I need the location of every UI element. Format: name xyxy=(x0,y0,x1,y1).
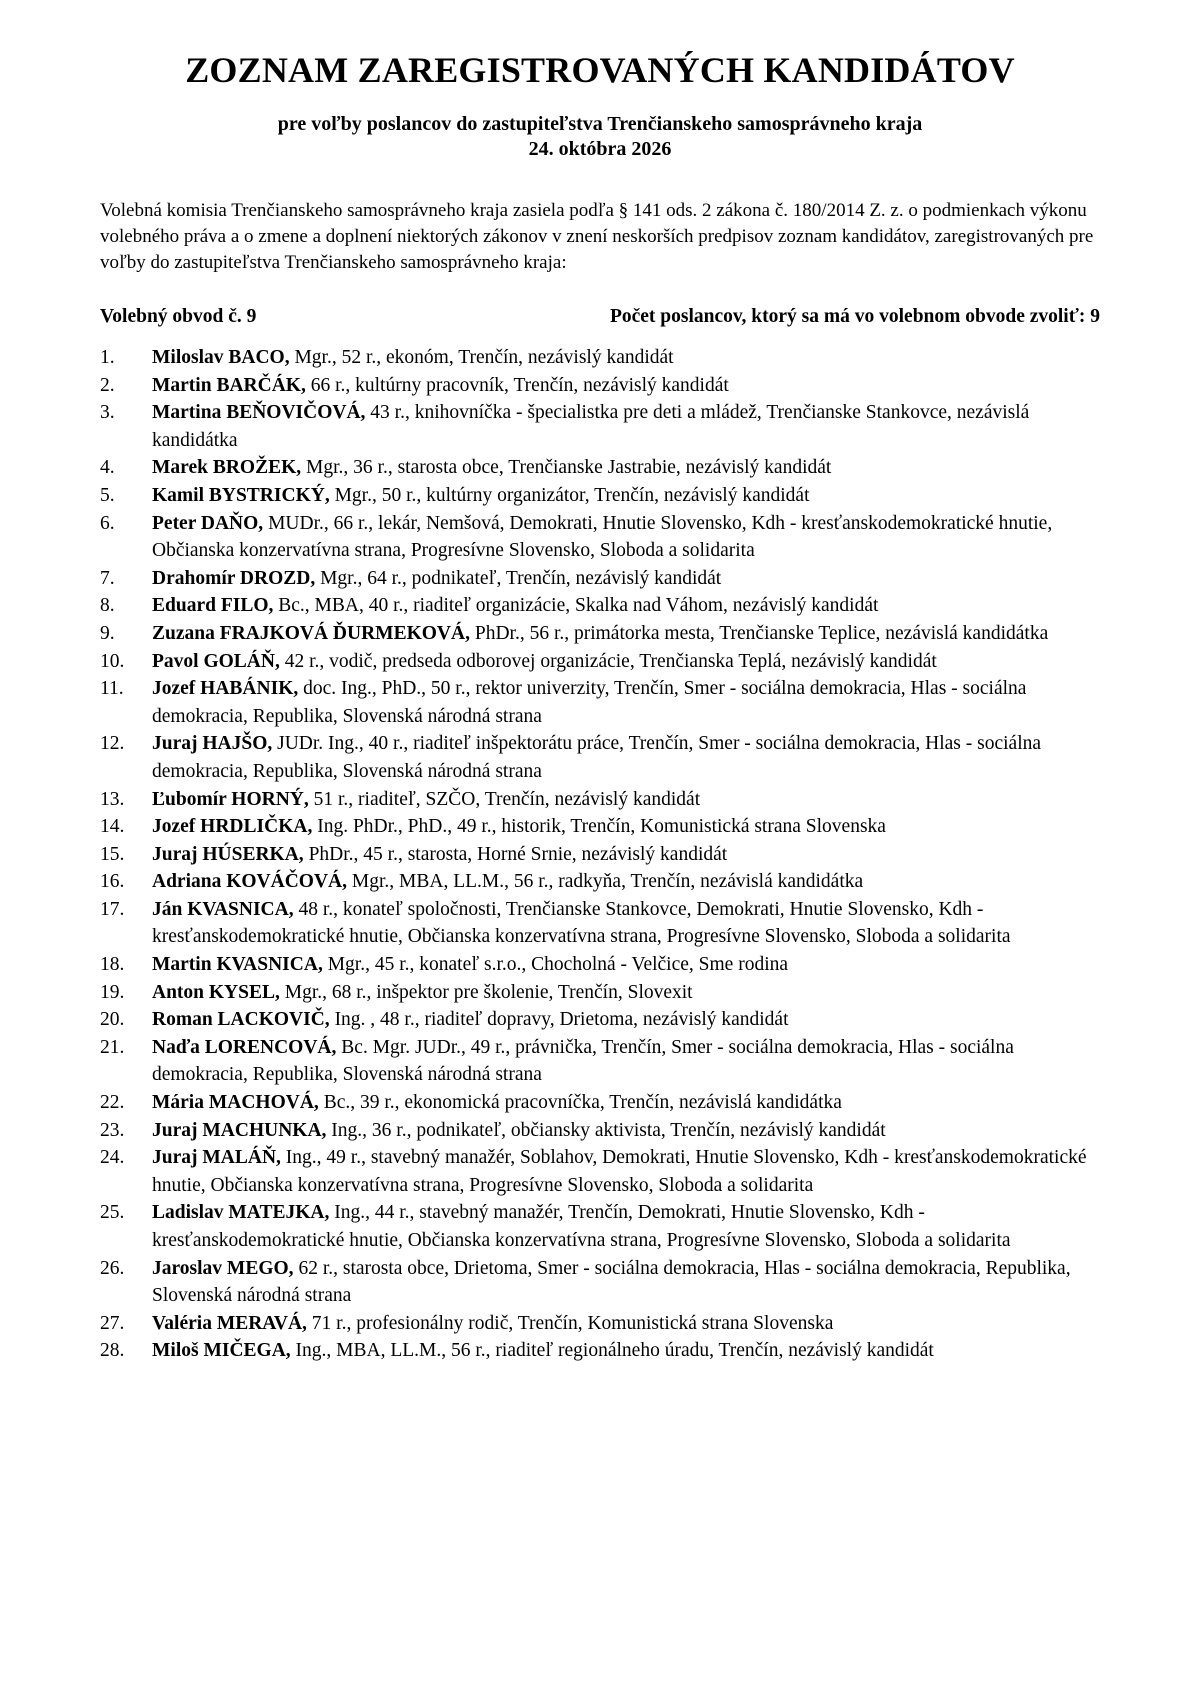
candidate-item xyxy=(100,344,1100,372)
candidate-details: 42 r., vodič, predseda odborovej organizácie, Trenčianska Teplá, nezávislý kandidát xyxy=(279,650,937,672)
candidate-name: Roman LACKOVIČ, xyxy=(152,1009,330,1031)
candidate-details: Ing., 44 r., stavebný manažér, Trenčín, Demokrati, Hnutie Slovensko, Kdh - kresťanskodemokratické hnutie, Občianska konzervatívna strana, Progresívne Slovensko, Sloboda a solidarita xyxy=(152,1202,1011,1251)
candidate-entry xyxy=(152,620,1100,648)
candidate-number: 8. xyxy=(100,595,115,617)
candidate-number: 6. xyxy=(100,512,115,534)
candidate-name: Ján KVASNICA, xyxy=(152,898,294,920)
candidate-name: Ľubomír HORNÝ, xyxy=(152,788,309,810)
candidate-item xyxy=(100,896,1100,951)
candidate-entry xyxy=(152,565,1100,593)
candidate-entry xyxy=(152,1255,1100,1310)
candidate-item xyxy=(100,868,1100,896)
candidate-number: 10. xyxy=(100,650,125,672)
candidate-item xyxy=(100,1117,1100,1145)
candidate-details: 62 r., starosta obce, Drietoma, Smer - sociálna demokracia, Hlas - sociálna demokracia, Republika, Slovenská národná strana xyxy=(152,1257,1071,1307)
candidate-item xyxy=(100,372,1100,400)
candidate-entry xyxy=(152,1117,1100,1145)
candidate-details: PhDr., 56 r., primátorka mesta, Trenčianske Teplice, nezávislá kandidátka xyxy=(469,622,1049,644)
candidate-details: Ing., 49 r., stavebný manažér, Soblahov, Demokrati, Hnutie Slovensko, Kdh - kresťanskodemokratické hnutie, Občianska konzervatívna strana, Progresívne Slovensko, Sloboda a solidarita xyxy=(152,1147,1087,1196)
candidate-entry xyxy=(152,730,1100,785)
candidate-name: Drahomír DROZD, xyxy=(152,567,316,589)
candidate-details: 48 r., konateľ spoločnosti, Trenčianske Stankovce, Demokrati, Hnutie Slovensko, Kdh - kresťanskodemokratické hnutie, Občianska konzervatívna strana, Progresívne Slovensko, Sloboda a solidarita xyxy=(152,898,1011,948)
candidate-details: Ing., MBA, LL.M., 56 r., riaditeľ regionálneho úradu, Trenčín, nezávislý kandidát xyxy=(290,1340,934,1362)
candidate-name: Peter DAŇO, xyxy=(152,512,264,534)
candidate-details: Ing., 36 r., podnikateľ, občiansky aktivista, Trenčín, nezávislý kandidát xyxy=(326,1119,886,1141)
candidate-item xyxy=(100,675,1100,730)
candidate-details: Mgr., 64 r., podnikateľ, Trenčín, nezávislý kandidát xyxy=(315,567,722,589)
candidate-details: PhDr., 45 r., starosta, Horné Srnie, nezávislý kandidát xyxy=(303,843,728,865)
candidate-name: Naďa LORENCOVÁ, xyxy=(152,1036,337,1058)
candidate-entry xyxy=(152,592,1100,620)
candidate-item xyxy=(100,951,1100,979)
document-page xyxy=(100,48,1100,1381)
candidate-name: Mária MACHOVÁ, xyxy=(152,1092,319,1114)
candidate-entry xyxy=(152,510,1100,565)
candidate-entry xyxy=(152,648,1100,676)
candidate-item xyxy=(100,620,1100,648)
candidate-entry xyxy=(152,1199,1100,1254)
candidate-number: 20. xyxy=(100,1009,125,1031)
candidate-number: 4. xyxy=(100,457,115,479)
candidate-details: Mgr., 50 r., kultúrny organizátor, Trenčín, nezávislý kandidát xyxy=(329,484,810,506)
candidate-item xyxy=(100,399,1100,454)
candidate-name: Marek BROŽEK, xyxy=(152,457,302,479)
candidate-number: 5. xyxy=(100,484,115,506)
candidate-details: MUDr., 66 r., lekár, Nemšová, Demokrati, Hnutie Slovensko, Kdh - kresťanskodemokratické hnutie, Občianska konzervatívna strana, Progresívne Slovensko, Sloboda a solidarita xyxy=(152,512,1053,562)
candidate-details: Bc., 39 r., ekonomická pracovníčka, Trenčín, nezávislá kandidátka xyxy=(318,1092,842,1114)
candidate-details: doc. Ing., PhD., 50 r., rektor univerzity, Trenčín, Smer - sociálna demokracia, Hlas - sociálna demokracia, Republika, Slovenská národná strana xyxy=(152,678,1027,727)
candidate-number: 19. xyxy=(100,981,125,1003)
candidate-number: 16. xyxy=(100,871,125,893)
candidate-entry xyxy=(152,951,1100,979)
candidate-details: Mgr., 45 r., konateľ s.r.o., Chocholná - Velčice, Sme rodina xyxy=(322,954,789,976)
candidate-item xyxy=(100,482,1100,510)
candidate-entry xyxy=(152,372,1100,400)
candidate-item xyxy=(100,648,1100,676)
subtitle-line-1: pre voľby poslancov do zastupiteľstva Trenčianskeho samosprávneho kraja xyxy=(277,113,923,135)
district-label: Volebný obvod č. 9 xyxy=(100,306,257,327)
candidate-item xyxy=(100,1089,1100,1117)
candidate-item xyxy=(100,1199,1100,1254)
candidate-entry xyxy=(152,979,1100,1007)
candidate-entry xyxy=(152,1144,1100,1199)
election-date: 24. októbra 2026 xyxy=(528,138,672,160)
candidate-name: Juraj HÚSERKA, xyxy=(152,843,304,865)
candidate-name: Jaroslav MEGO, xyxy=(152,1257,294,1279)
candidate-entry xyxy=(152,344,1100,372)
candidate-entry xyxy=(152,675,1100,730)
candidate-entry xyxy=(152,786,1100,814)
candidate-number: 14. xyxy=(100,816,125,838)
candidate-entry xyxy=(152,399,1100,454)
candidate-entry xyxy=(152,813,1100,841)
candidate-name: Miloš MIČEGA, xyxy=(152,1340,291,1362)
candidate-entry xyxy=(152,1089,1100,1117)
candidate-name: Martin KVASNICA, xyxy=(152,954,323,976)
candidate-number: 18. xyxy=(100,954,125,976)
candidate-details: Mgr., MBA, LL.M., 56 r., radkyňa, Trenčín, nezávislá kandidátka xyxy=(347,871,864,893)
candidate-entry xyxy=(152,1310,1100,1338)
candidate-entry xyxy=(152,1006,1100,1034)
candidate-item xyxy=(100,841,1100,869)
candidate-entry xyxy=(152,1337,1100,1365)
candidate-item xyxy=(100,813,1100,841)
candidate-details: 71 r., profesionálny rodič, Trenčín, Komunistická strana Slovenska xyxy=(306,1312,834,1334)
candidate-name: Eduard FILO, xyxy=(152,595,274,617)
candidate-list xyxy=(100,344,1100,1365)
candidate-name: Martin BARČÁK, xyxy=(152,374,306,396)
candidate-item xyxy=(100,1034,1100,1089)
candidate-number: 22. xyxy=(100,1092,125,1114)
candidate-item xyxy=(100,592,1100,620)
candidate-number: 3. xyxy=(100,402,115,424)
candidate-details: Ing. PhDr., PhD., 49 r., historik, Trenčín, Komunistická strana Slovenska xyxy=(312,816,886,838)
district-header xyxy=(100,304,1100,330)
candidate-number: 17. xyxy=(100,898,125,920)
candidate-details: 51 r., riaditeľ, SZČO, Trenčín, nezávislý kandidát xyxy=(308,788,701,810)
candidate-name: Martina BEŇOVIČOVÁ, xyxy=(152,402,366,424)
candidate-number: 21. xyxy=(100,1036,125,1058)
candidate-number: 25. xyxy=(100,1202,125,1224)
candidate-entry xyxy=(152,1034,1100,1089)
candidate-name: Jozef HRDLIČKA, xyxy=(152,816,313,838)
candidate-number: 11. xyxy=(100,678,124,700)
candidate-entry xyxy=(152,454,1100,482)
candidate-details: Mgr., 52 r., ekonóm, Trenčín, nezávislý kandidát xyxy=(289,347,674,368)
candidate-item xyxy=(100,1310,1100,1338)
candidate-number: 15. xyxy=(100,843,125,865)
candidate-name: Juraj HAJŠO, xyxy=(152,733,273,755)
candidate-number: 27. xyxy=(100,1312,125,1334)
election-subtitle xyxy=(100,112,1100,162)
candidate-number: 28. xyxy=(100,1340,125,1362)
candidate-name: Kamil BYSTRICKÝ, xyxy=(152,484,330,506)
candidate-item xyxy=(100,1144,1100,1199)
candidate-item xyxy=(100,1006,1100,1034)
candidate-details: Bc. Mgr. JUDr., 49 r., právnička, Trenčín, Smer - sociálna demokracia, Hlas - sociálna demokracia, Republika, Slovenská národná strana xyxy=(152,1036,1014,1086)
candidate-item xyxy=(100,565,1100,593)
candidate-name: Valéria MERAVÁ, xyxy=(152,1312,307,1334)
candidate-name: Juraj MACHUNKA, xyxy=(152,1119,327,1141)
candidate-item xyxy=(100,510,1100,565)
candidate-details: Bc., MBA, 40 r., riaditeľ organizácie, Skalka nad Váhom, nezávislý kandidát xyxy=(273,595,879,617)
candidate-item xyxy=(100,979,1100,1007)
candidate-entry xyxy=(152,482,1100,510)
candidate-name: Ladislav MATEJKA, xyxy=(152,1202,330,1224)
candidate-number: 9. xyxy=(100,622,115,644)
candidate-name: Adriana KOVÁČOVÁ, xyxy=(152,871,348,893)
candidate-number: 7. xyxy=(100,567,115,589)
intro-paragraph: Volebná komisia Trenčianskeho samosprávneho kraja zasiela podľa § 141 ods. 2 zákona č. 180/2014 Z. z. o podmienkach výkonu volebného práva a o zmene a doplnení niektorých zákonov v znení neskorších predpisov zoznam kandidátov, zaregistrovaných pre voľby do zastupiteľstva Trenčianskeho samosprávneho kraja: xyxy=(100,200,1094,273)
candidate-entry xyxy=(152,841,1100,869)
candidate-details: Mgr., 36 r., starosta obce, Trenčianske Jastrabie, nezávislý kandidát xyxy=(301,457,832,479)
seats-label: Počet poslancov, ktorý sa má vo volebnom obvode zvoliť: 9 xyxy=(609,306,1100,327)
candidate-number: 13. xyxy=(100,788,125,810)
candidate-item xyxy=(100,730,1100,785)
candidate-name: Jozef HABÁNIK, xyxy=(152,678,299,700)
document-title: ZOZNAM ZAREGISTROVANÝCH KANDIDÁTOV xyxy=(185,50,1015,90)
candidate-name: Zuzana FRAJKOVÁ ĎURMEKOVÁ, xyxy=(152,622,470,644)
candidate-details: 66 r., kultúrny pracovník, Trenčín, nezávislý kandidát xyxy=(305,374,729,396)
candidate-details: Mgr., 68 r., inšpektor pre školenie, Trenčín, Slovexit xyxy=(279,981,693,1003)
candidate-number: 2. xyxy=(100,374,115,396)
candidate-number: 23. xyxy=(100,1119,125,1141)
candidate-number: 24. xyxy=(100,1147,125,1169)
candidate-entry xyxy=(152,868,1100,896)
candidate-details: 43 r., knihovníčka - špecialistka pre deti a mládež, Trenčianske Stankovce, nezávislá kandidátka xyxy=(152,402,1030,451)
candidate-name: Juraj MALÁŇ, xyxy=(152,1147,281,1169)
candidate-name: Pavol GOLÁŇ, xyxy=(152,650,280,672)
candidate-item xyxy=(100,786,1100,814)
candidate-details: JUDr. Ing., 40 r., riaditeľ inšpektorátu práce, Trenčín, Smer - sociálna demokracia, Hlas - sociálna demokracia, Republika, Slovenská národná strana xyxy=(152,733,1042,782)
candidate-number: 1. xyxy=(100,347,115,368)
candidate-name: Miloslav BACO, xyxy=(152,347,290,368)
candidate-item xyxy=(100,454,1100,482)
candidate-details: Ing. , 48 r., riaditeľ dopravy, Drietoma, nezávislý kandidát xyxy=(329,1009,789,1031)
candidate-item xyxy=(100,1337,1100,1365)
candidate-item xyxy=(100,1255,1100,1310)
candidate-entry xyxy=(152,896,1100,951)
candidate-name: Anton KYSEL, xyxy=(152,981,280,1003)
candidate-number: 26. xyxy=(100,1257,125,1279)
candidate-number: 12. xyxy=(100,733,125,755)
